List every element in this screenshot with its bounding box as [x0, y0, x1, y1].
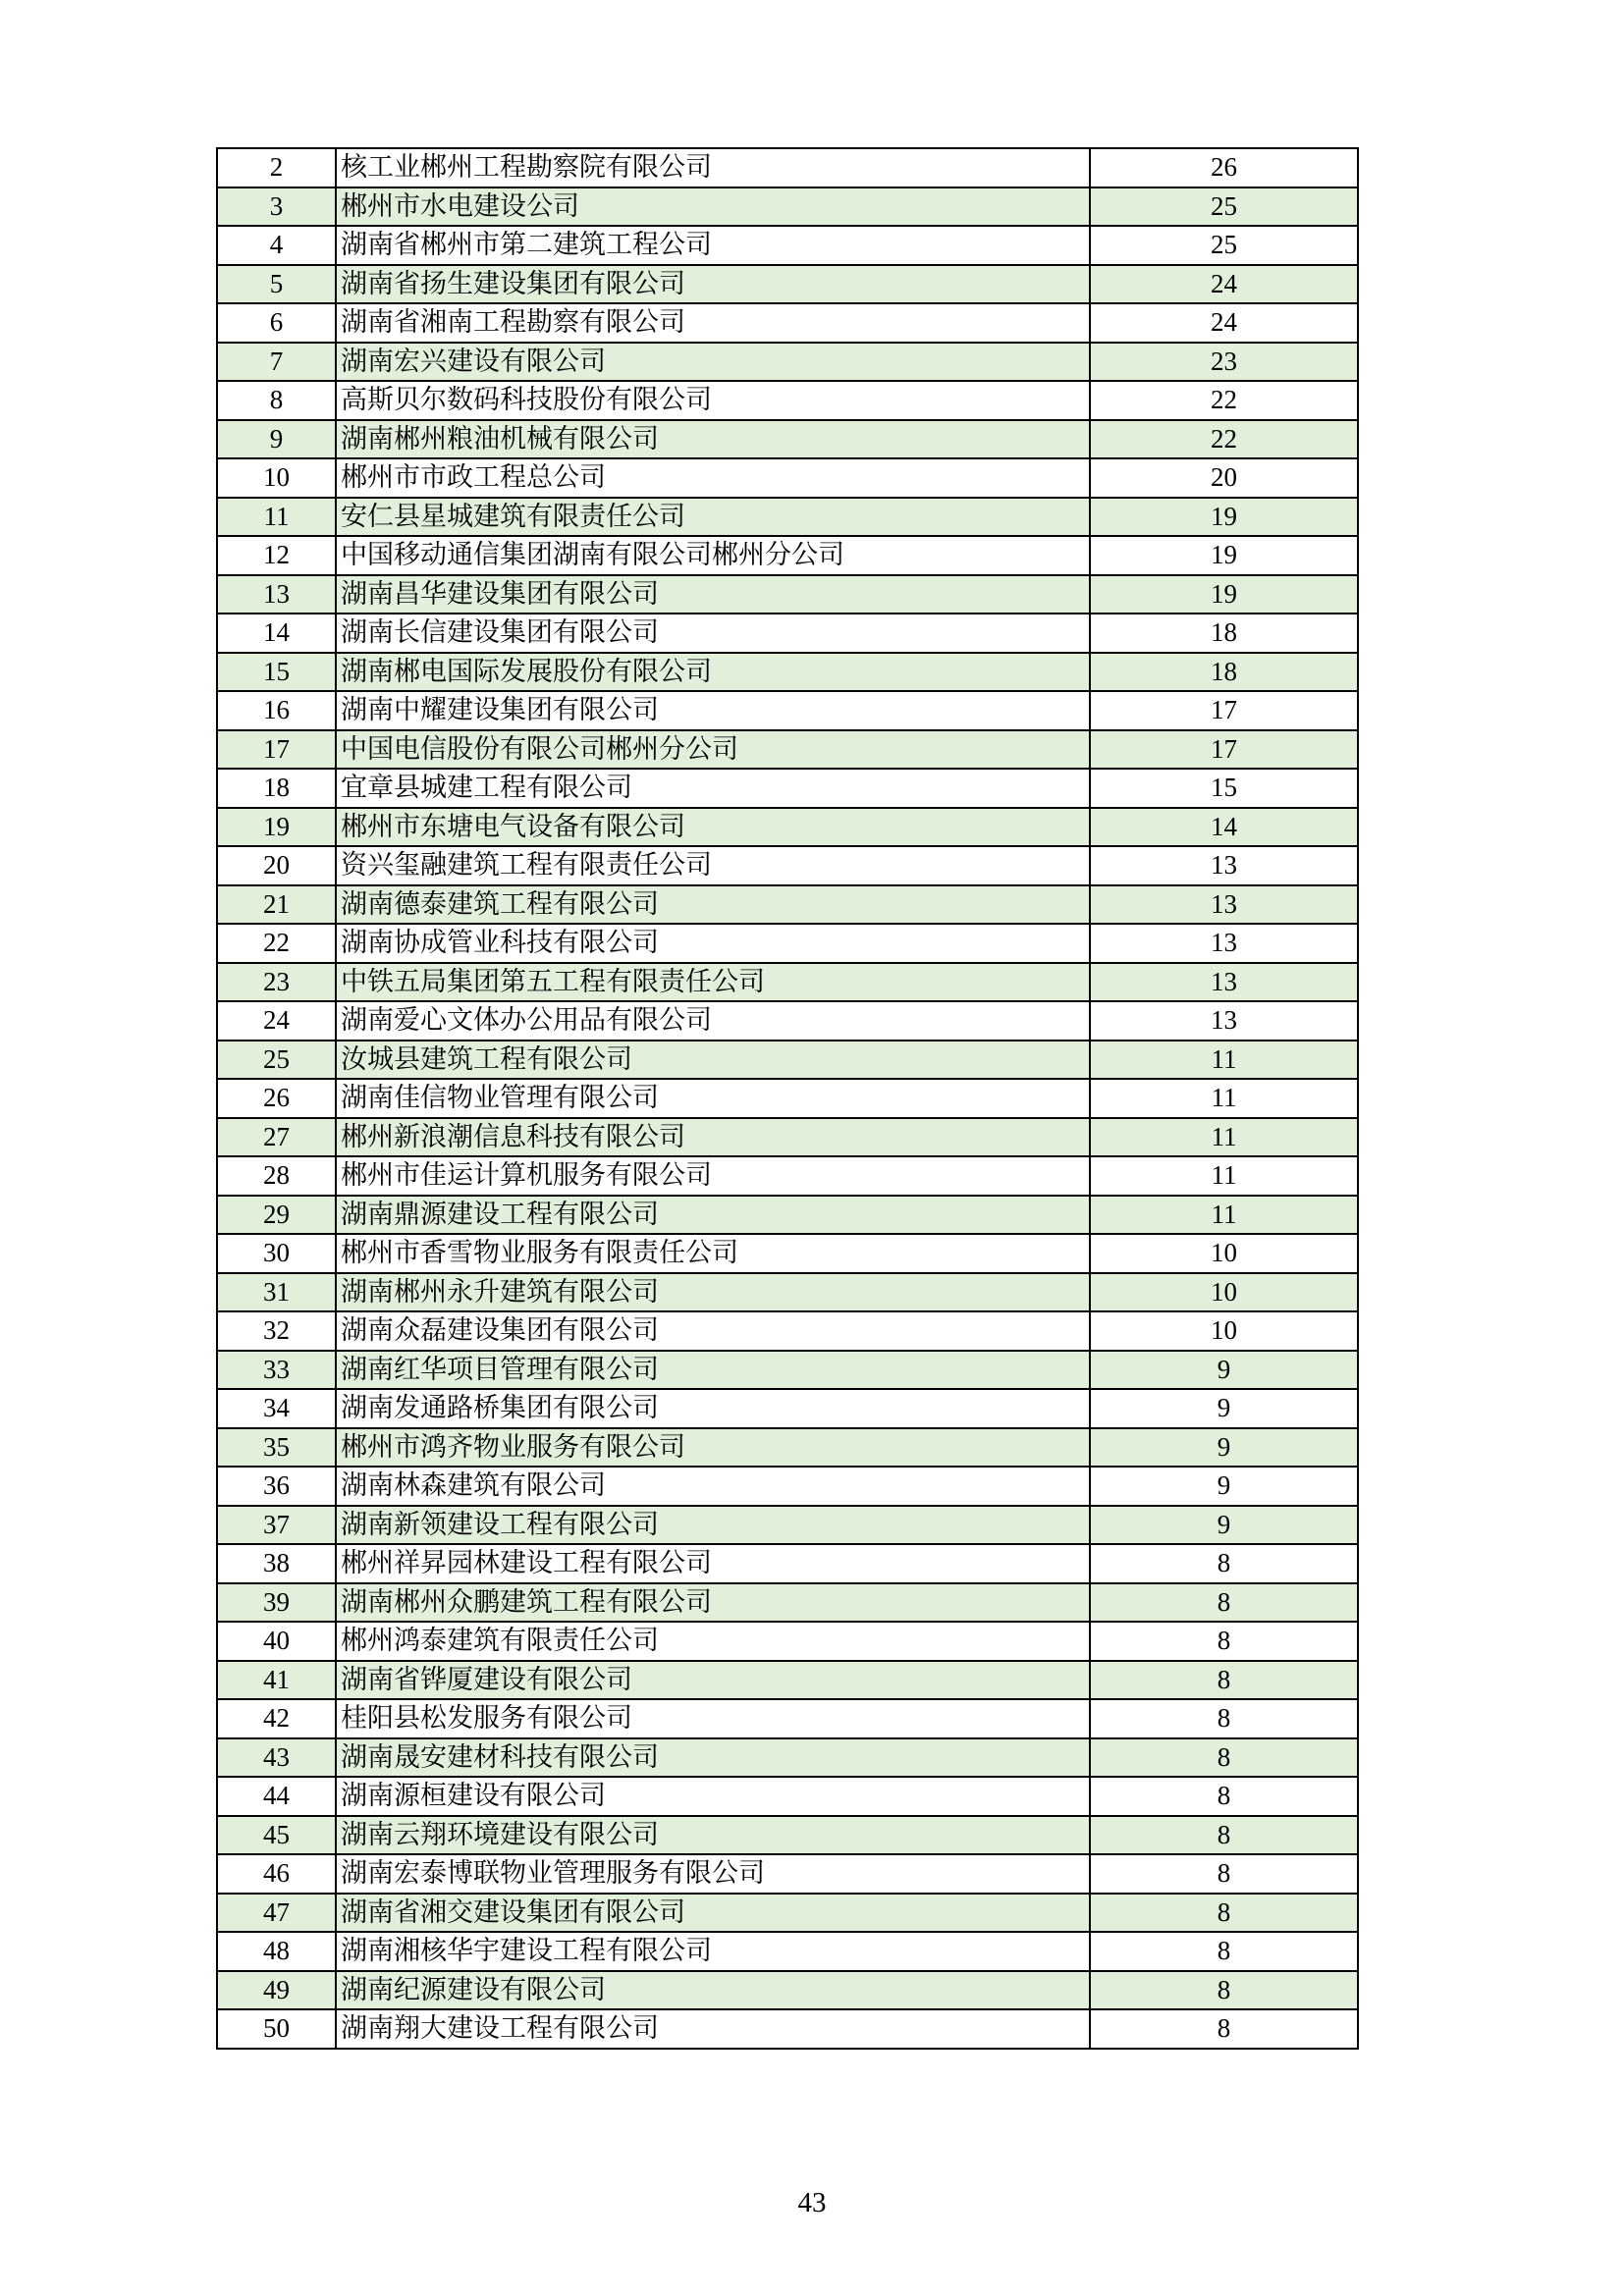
count-cell: 18 [1090, 653, 1358, 692]
table-row [217, 1389, 1358, 1428]
rank-cell: 22 [217, 924, 336, 963]
table-row [217, 575, 1358, 614]
table-row [217, 1583, 1358, 1623]
rank-cell: 46 [217, 1854, 336, 1894]
rank-cell: 15 [217, 653, 336, 692]
rank-cell: 14 [217, 614, 336, 653]
company-name-cell: 湖南省湘交建设集团有限公司 [336, 1894, 1090, 1933]
company-name-cell: 资兴玺融建筑工程有限责任公司 [336, 846, 1090, 885]
table-row [217, 614, 1358, 653]
rank-cell: 50 [217, 2009, 336, 2049]
rank-cell: 7 [217, 343, 336, 382]
table-row [217, 536, 1358, 575]
company-name-cell: 湖南昌华建设集团有限公司 [336, 575, 1090, 614]
count-cell: 24 [1090, 265, 1358, 304]
rank-cell: 2 [217, 148, 336, 187]
count-cell: 8 [1090, 1894, 1358, 1933]
table-row [217, 1118, 1358, 1157]
table-row [217, 2009, 1358, 2049]
company-name-cell: 湖南林森建筑有限公司 [336, 1467, 1090, 1506]
rank-cell: 13 [217, 575, 336, 614]
rank-cell: 39 [217, 1583, 336, 1623]
count-cell: 17 [1090, 730, 1358, 770]
rank-cell: 3 [217, 187, 336, 227]
company-name-cell: 中铁五局集团第五工程有限责任公司 [336, 963, 1090, 1002]
company-name-cell: 湖南省扬生建设集团有限公司 [336, 265, 1090, 304]
table-row [217, 1079, 1358, 1118]
table-row [217, 1544, 1358, 1583]
count-cell: 9 [1090, 1389, 1358, 1428]
rank-cell: 28 [217, 1156, 336, 1196]
table-row [217, 963, 1358, 1002]
rank-cell: 40 [217, 1622, 336, 1661]
table-row [217, 1699, 1358, 1738]
count-cell: 8 [1090, 1777, 1358, 1816]
count-cell: 19 [1090, 498, 1358, 537]
table-row [217, 1041, 1358, 1080]
count-cell: 13 [1090, 924, 1358, 963]
count-cell: 11 [1090, 1156, 1358, 1196]
rank-cell: 31 [217, 1273, 336, 1312]
company-name-cell: 湖南省铧厦建设有限公司 [336, 1661, 1090, 1700]
rank-cell: 26 [217, 1079, 336, 1118]
count-cell: 8 [1090, 1816, 1358, 1855]
count-cell: 19 [1090, 575, 1358, 614]
company-name-cell: 湖南佳信物业管理有限公司 [336, 1079, 1090, 1118]
rank-cell: 25 [217, 1041, 336, 1080]
table-row [217, 691, 1358, 730]
company-name-cell: 郴州祥昇园林建设工程有限公司 [336, 1544, 1090, 1583]
count-cell: 8 [1090, 1932, 1358, 1971]
company-name-cell: 湖南宏兴建设有限公司 [336, 343, 1090, 382]
table-row [217, 1467, 1358, 1506]
count-cell: 23 [1090, 343, 1358, 382]
count-cell: 11 [1090, 1196, 1358, 1235]
company-name-cell: 湖南湘核华宇建设工程有限公司 [336, 1932, 1090, 1971]
rank-cell: 20 [217, 846, 336, 885]
rank-cell: 5 [217, 265, 336, 304]
rank-cell: 9 [217, 420, 336, 459]
company-name-cell: 湖南长信建设集团有限公司 [336, 614, 1090, 653]
table-row [217, 730, 1358, 770]
count-cell: 8 [1090, 1622, 1358, 1661]
rank-cell: 36 [217, 1467, 336, 1506]
count-cell: 26 [1090, 148, 1358, 187]
rank-cell: 12 [217, 536, 336, 575]
company-name-cell: 桂阳县松发服务有限公司 [336, 1699, 1090, 1738]
table-row [217, 1506, 1358, 1545]
company-name-cell: 湖南郴州众鹏建筑工程有限公司 [336, 1583, 1090, 1623]
company-ranking-table [216, 147, 1359, 2050]
company-name-cell: 郴州市佳运计算机服务有限公司 [336, 1156, 1090, 1196]
rank-cell: 4 [217, 226, 336, 265]
table-row [217, 1738, 1358, 1778]
count-cell: 8 [1090, 1544, 1358, 1583]
rank-cell: 44 [217, 1777, 336, 1816]
company-name-cell: 湖南中耀建设集团有限公司 [336, 691, 1090, 730]
count-cell: 8 [1090, 1661, 1358, 1700]
table-row [217, 1311, 1358, 1351]
count-cell: 19 [1090, 536, 1358, 575]
table-row [217, 653, 1358, 692]
count-cell: 20 [1090, 458, 1358, 498]
rank-cell: 33 [217, 1351, 336, 1390]
company-name-cell: 郴州市香雪物业服务有限责任公司 [336, 1234, 1090, 1273]
count-cell: 22 [1090, 420, 1358, 459]
rank-cell: 49 [217, 1971, 336, 2010]
company-name-cell: 湖南爱心文体办公用品有限公司 [336, 1001, 1090, 1041]
table-row [217, 343, 1358, 382]
table-row [217, 1156, 1358, 1196]
table-row [217, 498, 1358, 537]
count-cell: 11 [1090, 1079, 1358, 1118]
count-cell: 13 [1090, 1001, 1358, 1041]
company-name-cell: 核工业郴州工程勘察院有限公司 [336, 148, 1090, 187]
table-row [217, 1661, 1358, 1700]
company-name-cell: 宜章县城建工程有限公司 [336, 769, 1090, 808]
count-cell: 17 [1090, 691, 1358, 730]
table-row [217, 1001, 1358, 1041]
table-row [217, 769, 1358, 808]
rank-cell: 8 [217, 381, 336, 420]
table-row [217, 1273, 1358, 1312]
count-cell: 14 [1090, 808, 1358, 847]
table-row [217, 1816, 1358, 1855]
company-name-cell: 湖南省郴州市第二建筑工程公司 [336, 226, 1090, 265]
table-row [217, 846, 1358, 885]
rank-cell: 21 [217, 885, 336, 925]
company-name-cell: 中国电信股份有限公司郴州分公司 [336, 730, 1090, 770]
count-cell: 8 [1090, 2009, 1358, 2049]
count-cell: 25 [1090, 226, 1358, 265]
table-row [217, 303, 1358, 343]
rank-cell: 27 [217, 1118, 336, 1157]
company-name-cell: 郴州新浪潮信息科技有限公司 [336, 1118, 1090, 1157]
count-cell: 10 [1090, 1311, 1358, 1351]
table-row [217, 924, 1358, 963]
table-row [217, 1854, 1358, 1894]
rank-cell: 35 [217, 1428, 336, 1468]
count-cell: 8 [1090, 1738, 1358, 1778]
count-cell: 24 [1090, 303, 1358, 343]
rank-cell: 24 [217, 1001, 336, 1041]
company-name-cell: 郴州鸿泰建筑有限责任公司 [336, 1622, 1090, 1661]
count-cell: 9 [1090, 1506, 1358, 1545]
count-cell: 18 [1090, 614, 1358, 653]
rank-cell: 41 [217, 1661, 336, 1700]
table-row [217, 265, 1358, 304]
table-row [217, 420, 1358, 459]
company-name-cell: 汝城县建筑工程有限公司 [336, 1041, 1090, 1080]
count-cell: 10 [1090, 1273, 1358, 1312]
company-name-cell: 郴州市鸿齐物业服务有限公司 [336, 1428, 1090, 1468]
count-cell: 13 [1090, 846, 1358, 885]
rank-cell: 6 [217, 303, 336, 343]
count-cell: 8 [1090, 1971, 1358, 2010]
rank-cell: 48 [217, 1932, 336, 1971]
company-name-cell: 湖南德泰建筑工程有限公司 [336, 885, 1090, 925]
company-name-cell: 湖南郴州粮油机械有限公司 [336, 420, 1090, 459]
company-name-cell: 湖南源桓建设有限公司 [336, 1777, 1090, 1816]
company-name-cell: 高斯贝尔数码科技股份有限公司 [336, 381, 1090, 420]
count-cell: 10 [1090, 1234, 1358, 1273]
rank-cell: 10 [217, 458, 336, 498]
table-row [217, 381, 1358, 420]
table-row [217, 1351, 1358, 1390]
count-cell: 11 [1090, 1041, 1358, 1080]
rank-cell: 37 [217, 1506, 336, 1545]
rank-cell: 43 [217, 1738, 336, 1778]
company-name-cell: 湖南晟安建材科技有限公司 [336, 1738, 1090, 1778]
rank-cell: 17 [217, 730, 336, 770]
table-row [217, 885, 1358, 925]
company-name-cell: 郴州市市政工程总公司 [336, 458, 1090, 498]
count-cell: 15 [1090, 769, 1358, 808]
table-row [217, 458, 1358, 498]
rank-cell: 34 [217, 1389, 336, 1428]
table-body [217, 148, 1358, 2049]
company-name-cell: 湖南郴州永升建筑有限公司 [336, 1273, 1090, 1312]
company-name-cell: 湖南发通路桥集团有限公司 [336, 1389, 1090, 1428]
count-cell: 8 [1090, 1854, 1358, 1894]
company-name-cell: 湖南省湘南工程勘察有限公司 [336, 303, 1090, 343]
table-row [217, 226, 1358, 265]
company-name-cell: 湖南鼎源建设工程有限公司 [336, 1196, 1090, 1235]
company-name-cell: 安仁县星城建筑有限责任公司 [336, 498, 1090, 537]
table-row [217, 1894, 1358, 1933]
rank-cell: 30 [217, 1234, 336, 1273]
company-name-cell: 中国移动通信集团湖南有限公司郴州分公司 [336, 536, 1090, 575]
count-cell: 8 [1090, 1583, 1358, 1623]
company-name-cell: 郴州市水电建设公司 [336, 187, 1090, 227]
table-row [217, 1234, 1358, 1273]
table-row [217, 808, 1358, 847]
rank-cell: 32 [217, 1311, 336, 1351]
company-name-cell: 湖南新领建设工程有限公司 [336, 1506, 1090, 1545]
count-cell: 22 [1090, 381, 1358, 420]
table-row [217, 148, 1358, 187]
page-number: 43 [797, 2187, 827, 2218]
table-row [217, 1932, 1358, 1971]
rank-cell: 19 [217, 808, 336, 847]
table-row [217, 1971, 1358, 2010]
table-row [217, 1777, 1358, 1816]
count-cell: 13 [1090, 963, 1358, 1002]
count-cell: 8 [1090, 1699, 1358, 1738]
company-name-cell: 郴州市东塘电气设备有限公司 [336, 808, 1090, 847]
company-name-cell: 湖南郴电国际发展股份有限公司 [336, 653, 1090, 692]
count-cell: 11 [1090, 1118, 1358, 1157]
count-cell: 9 [1090, 1428, 1358, 1468]
table-row [217, 1196, 1358, 1235]
company-name-cell: 湖南宏泰博联物业管理服务有限公司 [336, 1854, 1090, 1894]
rank-cell: 45 [217, 1816, 336, 1855]
count-cell: 25 [1090, 187, 1358, 227]
company-name-cell: 湖南协成管业科技有限公司 [336, 924, 1090, 963]
rank-cell: 16 [217, 691, 336, 730]
rank-cell: 23 [217, 963, 336, 1002]
rank-cell: 38 [217, 1544, 336, 1583]
rank-cell: 18 [217, 769, 336, 808]
rank-cell: 29 [217, 1196, 336, 1235]
table-row [217, 1428, 1358, 1468]
company-name-cell: 湖南云翔环境建设有限公司 [336, 1816, 1090, 1855]
table-row [217, 1622, 1358, 1661]
company-name-cell: 湖南纪源建设有限公司 [336, 1971, 1090, 2010]
rank-cell: 47 [217, 1894, 336, 1933]
table-row [217, 187, 1358, 227]
rank-cell: 11 [217, 498, 336, 537]
count-cell: 9 [1090, 1351, 1358, 1390]
company-name-cell: 湖南众磊建设集团有限公司 [336, 1311, 1090, 1351]
count-cell: 9 [1090, 1467, 1358, 1506]
rank-cell: 42 [217, 1699, 336, 1738]
count-cell: 13 [1090, 885, 1358, 925]
company-name-cell: 湖南红华项目管理有限公司 [336, 1351, 1090, 1390]
ranking-table-container [216, 147, 1357, 2050]
company-name-cell: 湖南翔大建设工程有限公司 [336, 2009, 1090, 2049]
